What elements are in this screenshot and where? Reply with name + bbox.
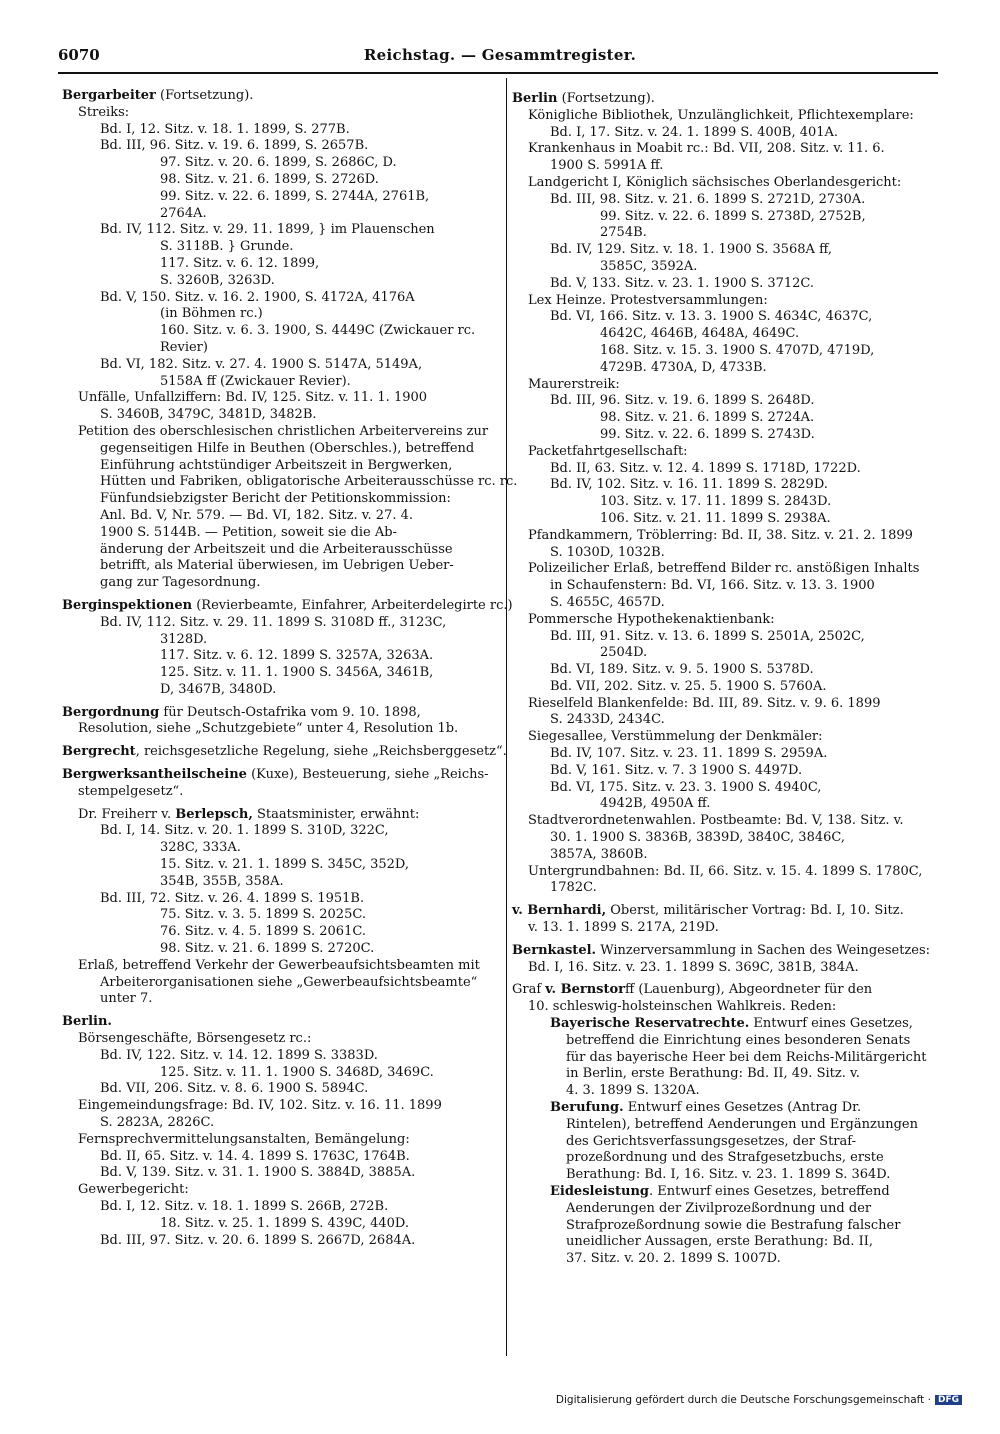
entry-text-line: Bd. IV, 102. Sitz. v. 16. 11. 1899 S. 2829D. [550, 477, 828, 493]
entry-text-line: Berufung. Entwurf eines Gesetzes (Antrag Dr. [550, 1100, 862, 1116]
entry-text-line: Bd. IV, 112. Sitz. v. 29. 11. 1899, } im Plauenschen [100, 222, 435, 238]
entry-text-line: unter 7. [100, 991, 153, 1007]
entry-text-line: in Berlin, erste Berathung: Bd. II, 49. Sitz. v. [566, 1066, 860, 1082]
entry-text-line: 168. Sitz. v. 15. 3. 1900 S. 4707D, 4719D, [600, 342, 875, 358]
entry-text-line: S. 2433D, 2434C. [550, 712, 665, 728]
entry-text-line: Bd. III, 98. Sitz. v. 21. 6. 1899 S. 2721D, 2730A. [550, 191, 866, 207]
entry-heading-line: Berlin (Fortsetzung). [512, 91, 655, 106]
index-entry [512, 91, 938, 897]
entry-text-line: Siegesallee, Verstümmelung der Denkmäler: [528, 729, 823, 745]
entry-text-line: 117. Sitz. v. 6. 12. 1899, [160, 255, 320, 271]
entry-text-line: 4642C, 4646B, 4648A, 4649C. [600, 326, 800, 342]
entry-text-line: 75. Sitz. v. 3. 5. 1899 S. 2025C. [160, 907, 366, 923]
entry-text-line: 106. Sitz. v. 21. 11. 1899 S. 2938A. [600, 510, 831, 526]
entry-text-line: Packetfahrtgesellschaft: [528, 443, 688, 459]
entry-text-line: Königliche Bibliothek, Unzulänglichkeit, Pflichtexemplare: [528, 107, 914, 123]
left-column [62, 88, 518, 1255]
entry-text-line: D, 3467B, 3480D. [160, 681, 277, 697]
index-entry [62, 597, 513, 699]
entry-heading-line: Bergwerksantheilscheine (Kuxe), Besteuerung, siehe „Reichs- [62, 767, 489, 783]
entry-text-line: Bd. VI, 175. Sitz. v. 23. 3. 1900 S. 4940C, [550, 779, 822, 795]
entry-text-line: Hütten und Fabriken, obligatorische Arbeiterausschüsse rc. rc. [100, 474, 518, 490]
entry-text-line: Erlaß, betreffend Verkehr der Gewerbeaufsichtsbeamten mit [78, 957, 480, 973]
entry-text-line: 30. 1. 1900 S. 3836B, 3839D, 3840C, 3846C, [550, 830, 846, 846]
entry-text-line: 10. schleswig-holsteinschen Wahlkreis. Reden: [528, 999, 837, 1015]
entry-text-line: Polizeilicher Erlaß, betreffend Bilder rc. anstößigen Inhalts [528, 561, 920, 577]
entry-text-line: Landgericht I, Königlich sächsisches Oberlandesgericht: [528, 174, 902, 190]
entry-text-line: 99. Sitz. v. 22. 6. 1899, S. 2744A, 2761B, [160, 188, 430, 204]
entry-text-line: 3585C, 3592A. [600, 258, 698, 274]
entry-text-line: (in Böhmen rc.) [160, 306, 263, 322]
entry-text-line: 98. Sitz. v. 21. 6. 1899 S. 2724A. [600, 410, 815, 426]
entry-heading-line: Dr. Freiherr v. Berlepsch, Staatsminister, erwähnt: [78, 806, 420, 822]
entry-text-line: Petition des oberschlesischen christlichen Arbeitervereins zur [78, 423, 489, 439]
index-entry [62, 744, 507, 761]
entry-text-line: Bd. V, 161. Sitz. v. 7. 3 1900 S. 4497D. [550, 762, 803, 778]
entry-text-line: Bd. VI, 182. Sitz. v. 27. 4. 1900 S. 5147A, 5149A, [100, 356, 423, 372]
column-divider [506, 78, 507, 1356]
entry-text-line: Maurerstreik: [528, 376, 620, 392]
entry-text-line: gegenseitigen Hilfe in Beuthen (Oberschles.), betreffend [100, 440, 475, 456]
entry-text-line: Bd. I, 17. Sitz. v. 24. 1. 1899 S. 400B, 401A. [550, 124, 839, 140]
entry-text-line: 18. Sitz. v. 25. 1. 1899 S. 439C, 440D. [160, 1215, 410, 1231]
entry-heading-line: Bergarbeiter (Fortsetzung). [62, 88, 254, 103]
entry-text-line: S. 3460B, 3479C, 3481D, 3482B. [100, 407, 317, 423]
entry-heading-line: Bergordnung für Deutsch-Ostafrika vom 9. 10. 1898, [62, 704, 421, 720]
entry-text-line: Bd. IV, 107. Sitz. v. 23. 11. 1899 S. 2959A. [550, 746, 828, 762]
entry-text-line: Strafprozeßordnung sowie die Bestrafung falscher [566, 1217, 901, 1233]
entry-text-line: für das bayerische Heer bei dem Reichs-Militärgericht [566, 1049, 927, 1065]
index-entry [62, 705, 494, 739]
entry-text-line: 2504D. [600, 645, 648, 661]
entry-text-line: 4. 3. 1899 S. 1320A. [566, 1083, 700, 1099]
entry-text-line: Aenderungen der Zivilprozeßordnung und der [566, 1200, 872, 1216]
entry-text-line: Börsengeschäfte, Börsengesetz rc.: [78, 1031, 312, 1047]
entry-text-line: Einführung achtstündiger Arbeitszeit in Bergwerken, [100, 457, 453, 473]
entry-heading-line: Bergrecht, reichsgesetzliche Regelung, siehe „Reichsberggesetz“. [62, 744, 507, 760]
entry-text-line: Bd. II, 65. Sitz. v. 14. 4. 1899 S. 1763C, 1764B. [100, 1148, 410, 1164]
index-entry [512, 903, 938, 937]
entry-text-line: in Schaufenstern: Bd. VI, 166. Sitz. v. 13. 3. 1900 [550, 578, 875, 594]
entry-text-line: Streiks: [78, 104, 130, 120]
entry-text-line: 2754B. [600, 225, 647, 241]
entry-text-line: Bd. VII, 206. Sitz. v. 8. 6. 1900 S. 5894C. [100, 1081, 369, 1097]
entry-text-line: 2764A. [160, 205, 207, 221]
entry-text-line: 328C, 333A. [160, 840, 241, 856]
entry-text-line: 4729B. 4730A, D, 4733B. [600, 359, 767, 375]
running-title: Reichstag. — Gesammtregister. [363, 46, 637, 64]
entry-text-line: Bd. IV, 122. Sitz. v. 14. 12. 1899 S. 3383D. [100, 1047, 378, 1063]
index-entry [512, 982, 938, 1268]
entry-heading-line: Bernkastel. Winzerversammlung in Sachen des Weingesetzes: [512, 942, 931, 958]
entry-text-line: Bd. III, 72. Sitz. v. 26. 4. 1899 S. 1951B. [100, 890, 365, 906]
entry-text-line: Bd. V, 150. Sitz. v. 16. 2. 1900, S. 4172A, 4176A [100, 289, 415, 305]
entry-text-line: Bd. IV, 112. Sitz. v. 29. 11. 1899 S. 3108D ff., 3123C, [100, 614, 447, 630]
entry-text-line: S. 3118B. } Grunde. [160, 239, 294, 255]
entry-text-line: Gewerbegericht: [78, 1182, 189, 1198]
entry-text-line: betrifft, als Material überwiesen, im Uebrigen Ueber- [100, 558, 454, 574]
entry-text-line: 4942B, 4950A ff. [600, 796, 711, 812]
entry-text-line: 3857A, 3860B. [550, 846, 648, 862]
entry-text-line: 125. Sitz. v. 11. 1. 1900 S. 3456A, 3461B, [160, 665, 434, 681]
entry-text-line: Lex Heinze. Protestversammlungen: [528, 292, 768, 308]
dfg-logo: DFG [935, 1395, 962, 1405]
entry-text-line: Revier) [160, 339, 208, 355]
entry-text-line: 3128D. [160, 631, 208, 647]
entry-text-line: 125. Sitz. v. 11. 1. 1900 S. 3468D, 3469C. [160, 1064, 434, 1080]
entry-text-line: gang zur Tagesordnung. [100, 575, 261, 591]
entry-text-line: 37. Sitz. v. 20. 2. 1899 S. 1007D. [566, 1251, 781, 1267]
entry-text-line: Bd. III, 96. Sitz. v. 19. 6. 1899 S. 2648D. [550, 393, 815, 409]
index-entry [62, 767, 494, 801]
entry-text-line: Bd. III, 96. Sitz. v. 19. 6. 1899, S. 2657B. [100, 138, 369, 154]
entry-text-line: Anl. Bd. V, Nr. 579. — Bd. VI, 182. Sitz. v. 27. 4. [100, 507, 414, 523]
entry-heading-line: v. Bernhardi, Oberst, militärischer Vortrag: Bd. I, 10. Sitz. [512, 903, 904, 919]
index-entry [62, 88, 518, 592]
index-entry [62, 1014, 494, 1249]
entry-text-line: Bd. VI, 166. Sitz. v. 13. 3. 1900 S. 4634C, 4637C, [550, 309, 873, 325]
entry-text-line: Berathung: Bd. I, 16. Sitz. v. 23. 1. 1899 S. 364D. [566, 1167, 891, 1183]
entry-text-line: Bd. V, 133. Sitz. v. 23. 1. 1900 S. 3712C. [550, 275, 815, 291]
entry-text-line: änderung der Arbeitszeit und die Arbeiterausschüsse [100, 541, 453, 557]
entry-text-line: Fernsprechvermittelungsanstalten, Bemängelung: [78, 1131, 410, 1147]
entry-text-line: Bd. I, 12. Sitz. v. 18. 1. 1899, S. 277B. [100, 121, 350, 137]
entry-heading-line: Berginspektionen (Revierbeamte, Einfahrer, Arbeiterdelegirte rc.) [62, 597, 513, 613]
entry-text-line: Unfälle, Unfallziffern: Bd. IV, 125. Sitz. v. 11. 1. 1900 [78, 390, 428, 406]
entry-text-line: 98. Sitz. v. 21. 6. 1899 S. 2720C. [160, 941, 375, 957]
entry-text-line: 1900 S. 5144B. — Petition, soweit sie die Ab- [100, 524, 397, 540]
entry-text-line: Arbeiterorganisationen siehe „Gewerbeaufsichtsbeamte“ [100, 974, 478, 990]
entry-text-line: 1900 S. 5991A ff. [550, 158, 664, 174]
entry-text-line: 76. Sitz. v. 4. 5. 1899 S. 2061C. [160, 924, 366, 940]
entry-heading-line: Berlin. [62, 1014, 112, 1030]
entry-text-line: Bd. I, 12. Sitz. v. 18. 1. 1899 S. 266B, 272B. [100, 1199, 389, 1214]
entry-text-line: S. 2823A, 2826C. [100, 1115, 215, 1131]
entry-text-line: 99. Sitz. v. 22. 6. 1899 S. 2743D. [600, 426, 815, 442]
entry-text-line: Bayerische Reservatrechte. Entwurf eines Gesetzes, [550, 1016, 913, 1032]
entry-text-line: des Gerichtsverfassungsgesetzes, der Straf- [566, 1133, 856, 1149]
entry-text-line: Bd. III, 97. Sitz. v. 20. 6. 1899 S. 2667D, 2684A. [100, 1232, 416, 1248]
entry-text-line: Bd. II, 63. Sitz. v. 12. 4. 1899 S. 1718D, 1722D. [550, 460, 861, 476]
entry-text-line: Bd. V, 139. Sitz. v. 31. 1. 1900 S. 3884D, 3885A. [100, 1165, 416, 1181]
entry-text-line: Pommersche Hypothekenaktienbank: [528, 611, 775, 627]
entry-text-line: uneidlicher Aussagen, erste Berathung: Bd. II, [566, 1234, 873, 1250]
right-column [512, 88, 938, 1274]
entry-text-line: Resolution, siehe „Schutzgebiete“ unter 4, Resolution 1b. [78, 721, 459, 737]
entry-text-line: S. 3260B, 3263D. [160, 272, 275, 288]
index-entry [512, 943, 938, 977]
entry-text-line: 98. Sitz. v. 21. 6. 1899, S. 2726D. [160, 171, 379, 187]
entry-text-line: 97. Sitz. v. 20. 6. 1899, S. 2686C, D. [160, 155, 397, 171]
entry-text-line: Bd. IV, 129. Sitz. v. 18. 1. 1900 S. 3568A ff, [550, 242, 832, 258]
entry-text-line: Bd. VII, 202. Sitz. v. 25. 5. 1900 S. 5760A. [550, 678, 827, 694]
entry-text-line: Krankenhaus in Moabit rc.: Bd. VII, 208. Sitz. v. 11. 6. [528, 141, 885, 157]
entry-text-line: Eidesleistung. Entwurf eines Gesetzes, betreffend [550, 1184, 890, 1199]
entry-text-line: Rintelen), betreffend Aenderungen und Ergänzungen [566, 1116, 918, 1132]
entry-text-line: betreffend die Einrichtung eines besonderen Senats [566, 1032, 911, 1048]
entry-text-line: 15. Sitz. v. 21. 1. 1899 S. 345C, 352D, [160, 857, 410, 873]
entry-text-line: Bd. III, 91. Sitz. v. 13. 6. 1899 S. 2501A, 2502C, [550, 628, 865, 644]
page-number: 6070 [58, 46, 100, 64]
entry-text-line: 354B, 355B, 358A. [160, 873, 284, 889]
entry-text-line: Pfandkammern, Tröblerring: Bd. II, 38. Sitz. v. 21. 2. 1899 [528, 527, 913, 543]
index-entry [62, 807, 494, 1009]
entry-text-line: 5158A ff (Zwickauer Revier). [160, 373, 351, 389]
entry-text-line: Rieselfeld Blankenfelde: Bd. III, 89. Sitz. v. 9. 6. 1899 [528, 695, 881, 711]
footer-credit-text: Digitalisierung gefördert durch die Deutsche Forschungsgemeinschaft · [555, 1394, 931, 1406]
entry-text-line: Bd. I, 14. Sitz. v. 20. 1. 1899 S. 310D, 322C, [100, 823, 389, 839]
entry-text-line: 117. Sitz. v. 6. 12. 1899 S. 3257A, 3263A. [160, 648, 434, 664]
entry-text-line: Bd. VI, 189. Sitz. v. 9. 5. 1900 S. 5378D. [550, 662, 814, 678]
entry-text-line: stempelgesetz“. [78, 783, 184, 799]
entry-text-line: Fünfundsiebzigster Bericht der Petitionskommission: [100, 491, 451, 507]
entry-text-line: S. 1030D, 1032B. [550, 544, 665, 560]
footer-credit [556, 1394, 962, 1406]
entry-text-line: Stadtverordnetenwahlen. Postbeamte: Bd. V, 138. Sitz. v. [528, 813, 904, 829]
entry-text-line: S. 4655C, 4657D. [550, 594, 665, 610]
entry-text-line: 103. Sitz. v. 17. 11. 1899 S. 2843D. [600, 494, 832, 510]
entry-text-line: v. 13. 1. 1899 S. 217A, 219D. [528, 920, 719, 936]
entry-text-line: Bd. I, 16. Sitz. v. 23. 1. 1899 S. 369C, 381B, 384A. [528, 959, 859, 975]
entry-text-line: 1782C. [550, 880, 597, 896]
entry-text-line: 160. Sitz. v. 6. 3. 1900, S. 4449C (Zwickauer rc. [160, 323, 476, 339]
entry-heading-line: Graf v. Bernstorff (Lauenburg), Abgeordneter für den [512, 982, 873, 998]
entry-text-line: 99. Sitz. v. 22. 6. 1899 S. 2738D, 2752B, [600, 208, 866, 224]
entry-text-line: prozeßordnung und des Strafgesetzbuchs, erste [566, 1150, 884, 1166]
entry-text-line: Untergrundbahnen: Bd. II, 66. Sitz. v. 15. 4. 1899 S. 1780C, [528, 863, 923, 879]
entry-text-line: Eingemeindungsfrage: Bd. IV, 102. Sitz. v. 16. 11. 1899 [78, 1098, 442, 1114]
header-rule [58, 72, 938, 74]
